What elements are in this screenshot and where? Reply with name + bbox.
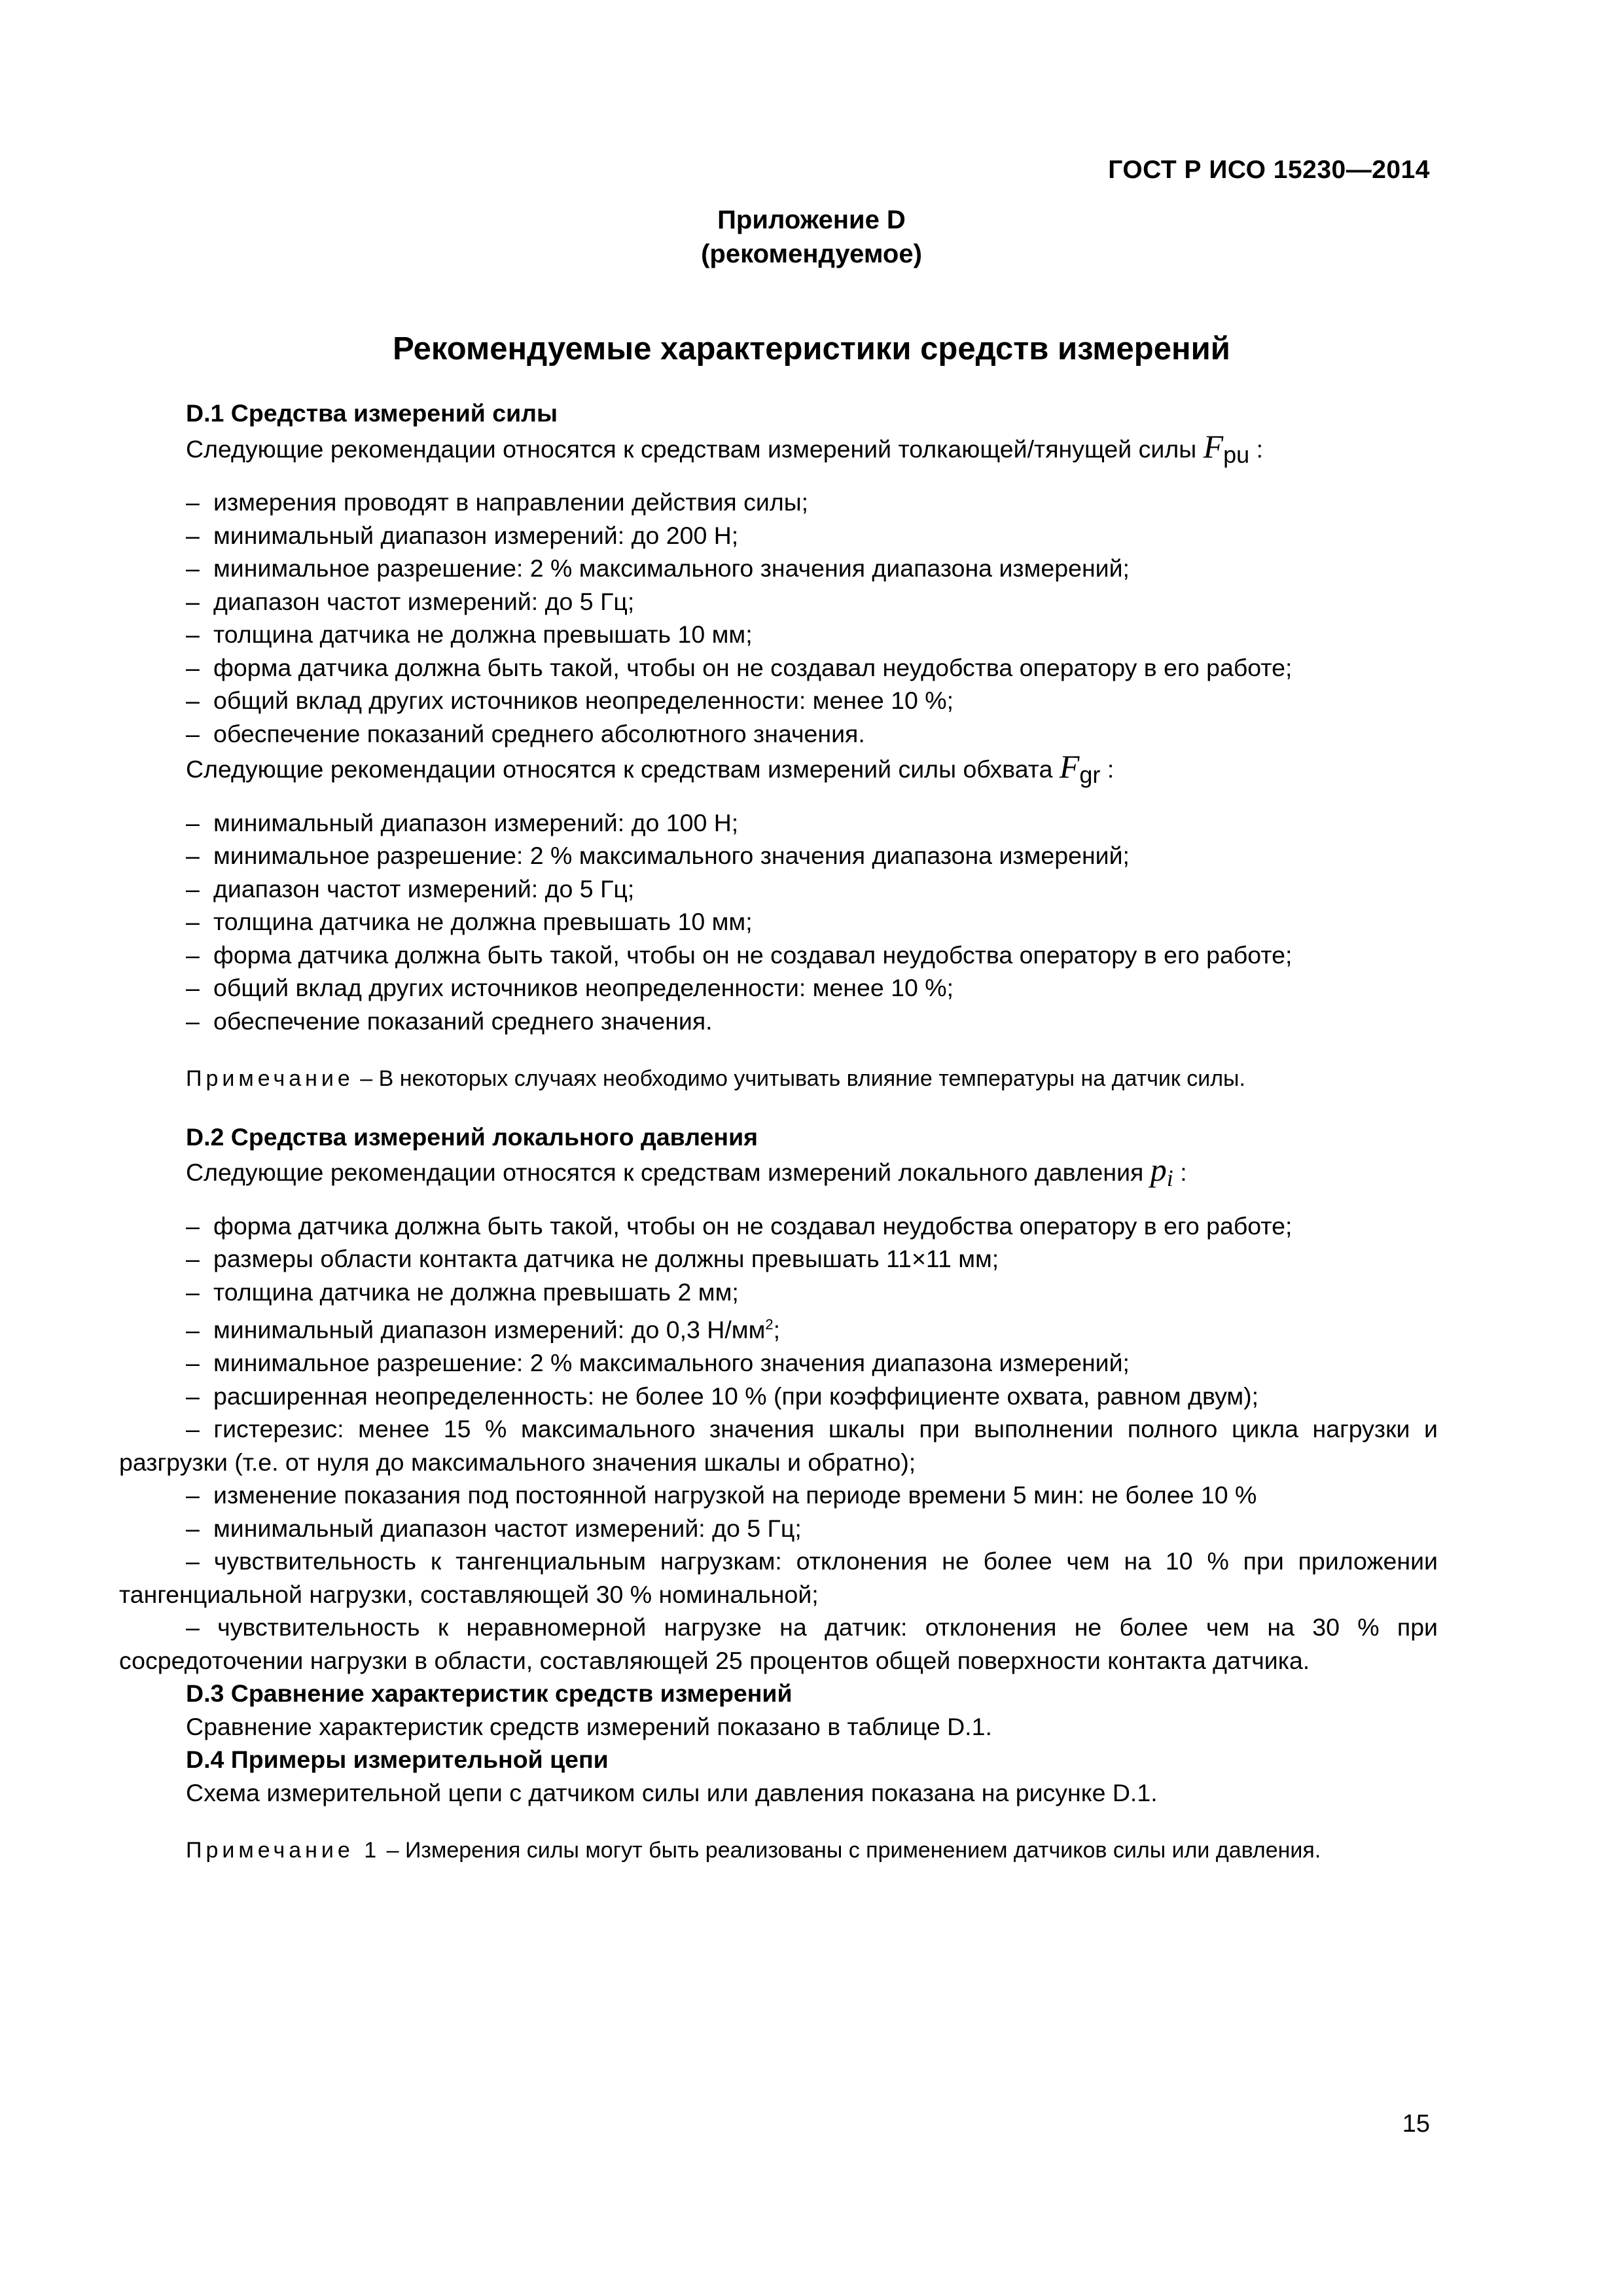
list-item-text: обеспечение показаний среднего абсолютного значения.: [213, 719, 865, 747]
note-d1: [119, 1062, 1438, 1096]
dash: –: [186, 842, 200, 869]
annex-label: Приложение D: [717, 206, 906, 234]
dash: –: [186, 521, 200, 549]
list-item-text: минимальный диапазон измерений: до 200 Н;: [213, 521, 739, 549]
dash: –: [186, 1382, 200, 1410]
list-item-text: измерения проводят в направлении действия силы;: [213, 488, 809, 516]
symbol-fpu-sub: pu: [1223, 440, 1250, 468]
list-item: [119, 618, 1438, 651]
page-number: 15: [1402, 2110, 1430, 2138]
list-item-text: толщина датчика не должна превышать 10 мм;: [213, 908, 753, 935]
colon: :: [1256, 435, 1264, 463]
list-item-text: минимальное разрешение: 2 % максимального значения диапазона измерений;: [213, 1349, 1130, 1376]
dash: –: [186, 808, 200, 836]
list-item-text: расширенная неопределенность: не более 10 % (при коэффициенте охвата, равном двум);: [213, 1382, 1259, 1410]
dash: –: [186, 1481, 200, 1509]
note-d4: [119, 1834, 1438, 1867]
note-label: Примечание 1: [186, 1838, 381, 1863]
dash: –: [186, 974, 200, 1001]
list-item: [119, 872, 1438, 906]
dash: –: [186, 1245, 200, 1272]
list-item: [119, 486, 1438, 519]
symbol-pi-base: p: [1150, 1151, 1167, 1188]
dash: –: [186, 620, 200, 648]
page-title: Рекомендуемые характеристики средств измерений: [393, 331, 1230, 367]
list-item: [119, 585, 1438, 619]
list-item: [119, 519, 1438, 552]
intro-pressure-text: Следующие рекомендации относятся к средствам измерений локального давления: [186, 1158, 1144, 1186]
dash: –: [186, 874, 200, 903]
symbol-fgr-sub: gr: [1079, 761, 1101, 788]
list-item: [119, 839, 1438, 872]
list-item: [119, 1308, 1438, 1346]
list-item: [119, 905, 1438, 939]
list-item-text: минимальный диапазон измерений: до 100 Н;: [213, 808, 739, 836]
annex-status: (рекомендуемое): [701, 240, 922, 268]
dash: –: [186, 653, 200, 681]
intro-pressure: [119, 1153, 1438, 1195]
list-item: [119, 1276, 1438, 1309]
list-item: [119, 1346, 1438, 1380]
dash: –: [186, 1211, 200, 1240]
list-item-text: форма датчика должна быть такой, чтобы он не создавал неудобства оператору в его работе;: [213, 1211, 1293, 1240]
list-item: [119, 1380, 1438, 1413]
list-item-text: изменение показания под постоянной нагрузкой на периоде времени 5 мин: не более 10 %: [213, 1481, 1257, 1509]
intro-push-pull-text: Следующие рекомендации относятся к средствам измерений толкающей/тянущей силы: [186, 435, 1197, 463]
list-item-text: минимальное разрешение: 2 % максимального значения диапазона измерений;: [213, 554, 1130, 582]
symbol-fgr-base: F: [1059, 748, 1080, 785]
symbol-fgr: [1059, 748, 1101, 788]
list-item-text: форма датчика должна быть такой, чтобы он не создавал неудобства оператору в его работе;: [213, 653, 1293, 681]
dash: –: [186, 488, 200, 516]
dash: –: [186, 1007, 200, 1035]
colon: :: [1180, 1158, 1187, 1186]
dash: –: [186, 687, 200, 714]
note-text: – Измерения силы могут быть реализованы с применением датчиков силы или давления.: [386, 1838, 1321, 1863]
d3-text: Сравнение характеристик средств измерений показано в таблице D.1.: [186, 1712, 992, 1740]
list-item: [119, 971, 1438, 1005]
section-heading-d4: D.4 Примеры измерительной цепи: [186, 1746, 609, 1773]
list-item: [119, 552, 1438, 585]
section-heading-d2: D.2 Средства измерений локального давления: [186, 1122, 758, 1151]
colon: :: [1107, 755, 1115, 783]
list-item-text: обеспечение показаний среднего значения.: [213, 1007, 713, 1035]
list-item: [119, 806, 1438, 840]
list-item-text: диапазон частот измерений: до 5 Гц;: [213, 874, 635, 903]
para-tangential: – чувствительность к тангенциальным нагрузкам: отклонения не более чем на 10 % при приложении тангенциальной нагрузки, составляющей 30 % номинальной;: [119, 1547, 1438, 1608]
annex-header: [0, 203, 1623, 271]
list-item-text: размеры области контакта датчика не должны превышать 11×11 мм;: [213, 1245, 999, 1272]
list-item: [119, 1210, 1438, 1243]
symbol-pi: [1150, 1151, 1173, 1191]
list-item-text: минимальный диапазон измерений: до 0,3 Н/мм: [213, 1316, 766, 1344]
list-item: [119, 1242, 1438, 1276]
list-item: [119, 717, 1438, 751]
list-item: [119, 939, 1438, 972]
para-hysteresis: – гистерезис: менее 15 % максимального значения шкалы при выполнении полного цикла нагрузки и разгрузки (т.е. от нуля до максимального значения шкалы и обратно);: [119, 1415, 1438, 1476]
intro-grip: [119, 750, 1438, 792]
symbol-fpu: [1203, 427, 1250, 468]
dash: –: [186, 1514, 200, 1542]
list-item: [119, 1479, 1438, 1512]
dash: –: [186, 941, 200, 969]
list-item-text: общий вклад других источников неопределенности: менее 10 %;: [213, 687, 954, 714]
list-item-text: минимальный диапазон частот измерений: до 5 Гц;: [213, 1514, 802, 1542]
symbol-pi-sub: i: [1166, 1165, 1173, 1191]
list-item: [119, 1512, 1438, 1545]
list-item-text: минимальное разрешение: 2 % максимального значения диапазона измерений;: [213, 842, 1130, 869]
list-item-text: толщина датчика не должна превышать 2 мм;: [213, 1278, 739, 1306]
intro-grip-text: Следующие рекомендации относятся к средствам измерений силы обхвата: [186, 755, 1053, 783]
list-item-text: диапазон частот измерений: до 5 Гц;: [213, 587, 635, 615]
standard-id: ГОСТ Р ИСО 15230—2014: [1108, 156, 1430, 184]
dash: –: [186, 554, 200, 582]
para-uneven: – чувствительность к неравномерной нагрузке на датчик: отклонения не более чем на 30 % при сосредоточении нагрузки в области, составляющей 25 процентов общей поверхности контакта датчика.: [119, 1613, 1438, 1674]
section-heading-d3: D.3 Сравнение характеристик средств измерений: [186, 1679, 793, 1707]
intro-push-pull: [119, 427, 1438, 472]
list-item-text: общий вклад других источников неопределенности: менее 10 %;: [213, 974, 954, 1001]
note-label: Примечание: [186, 1066, 354, 1091]
list-item: [119, 651, 1438, 685]
superscript: 2: [765, 1316, 774, 1333]
dash: –: [186, 719, 200, 747]
dash: –: [186, 908, 200, 935]
list-item-text: форма датчика должна быть такой, чтобы он не создавал неудобства оператору в его работе;: [213, 941, 1293, 969]
document-body: [119, 397, 1438, 1867]
dash: –: [186, 1316, 200, 1344]
list-item-end: ;: [773, 1316, 781, 1344]
list-item: [119, 684, 1438, 717]
dash: –: [186, 1278, 200, 1306]
dash: –: [186, 587, 200, 615]
symbol-fpu-base: F: [1203, 427, 1224, 465]
d4-text: Схема измерительной цепи с датчиком силы или давления показана на рисунке D.1.: [186, 1778, 1158, 1806]
note-text: – В некоторых случаях необходимо учитывать влияние температуры на датчик силы.: [360, 1066, 1245, 1091]
dash: –: [186, 1349, 200, 1376]
list-item-text: толщина датчика не должна превышать 10 мм;: [213, 620, 753, 648]
section-heading-d1: D.1 Средства измерений силы: [186, 399, 558, 427]
list-item: [119, 1005, 1438, 1038]
